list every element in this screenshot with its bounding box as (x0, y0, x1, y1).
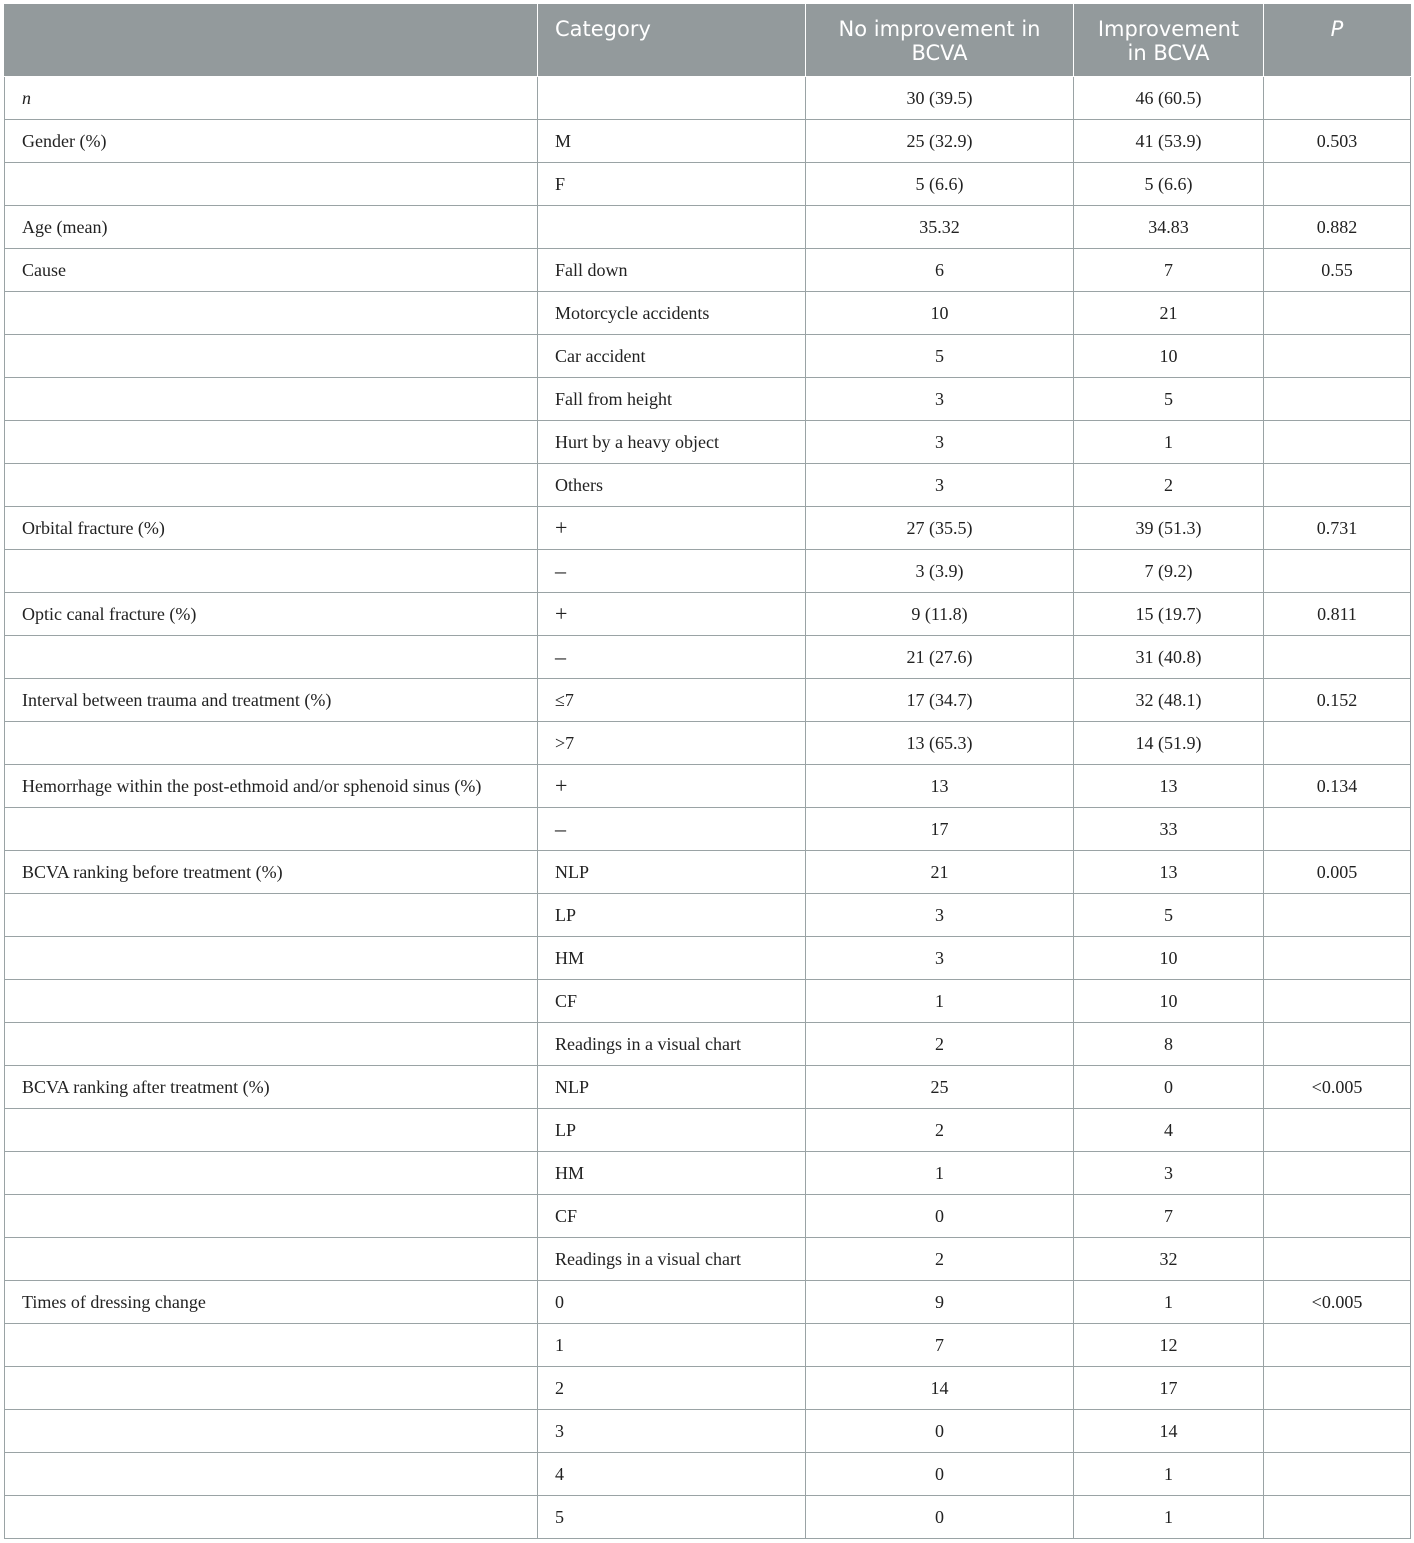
variable-cell (5, 1410, 538, 1453)
category-cell: – (538, 636, 806, 679)
p-value-cell: 0.731 (1264, 507, 1411, 550)
p-value-cell (1264, 77, 1411, 120)
table-row (5, 507, 1411, 550)
category-cell: LP (538, 894, 806, 937)
variable-cell: BCVA ranking before treatment (%) (5, 851, 538, 894)
p-value-cell (1264, 421, 1411, 464)
p-value-cell (1264, 163, 1411, 206)
improvement-cell: 15 (19.7) (1074, 593, 1264, 636)
table-row (5, 378, 1411, 421)
improvement-cell: 21 (1074, 292, 1264, 335)
p-value-cell: 0.005 (1264, 851, 1411, 894)
variable-cell (5, 163, 538, 206)
p-value-cell (1264, 464, 1411, 507)
p-value-cell: 0.811 (1264, 593, 1411, 636)
improvement-cell: 5 (1074, 378, 1264, 421)
p-value-cell (1264, 1496, 1411, 1539)
category-cell: + (538, 765, 806, 808)
improvement-cell: 4 (1074, 1109, 1264, 1152)
table-row (5, 1496, 1411, 1539)
table-row (5, 1410, 1411, 1453)
variable-cell (5, 1109, 538, 1152)
variable-cell (5, 1023, 538, 1066)
variable-cell (5, 722, 538, 765)
variable-cell (5, 464, 538, 507)
category-cell: F (538, 163, 806, 206)
table-row (5, 722, 1411, 765)
no-improvement-cell: 30 (39.5) (806, 77, 1074, 120)
no-improvement-cell: 0 (806, 1195, 1074, 1238)
improvement-cell: 14 (1074, 1410, 1264, 1453)
no-improvement-cell: 5 (806, 335, 1074, 378)
p-value-cell: 0.152 (1264, 679, 1411, 722)
variable-cell (5, 808, 538, 851)
table-row (5, 980, 1411, 1023)
improvement-cell: 5 (1074, 894, 1264, 937)
variable-cell: Age (mean) (5, 206, 538, 249)
no-improvement-cell: 2 (806, 1238, 1074, 1281)
variable-cell: BCVA ranking after treatment (%) (5, 1066, 538, 1109)
table-row (5, 1281, 1411, 1324)
category-cell: CF (538, 1195, 806, 1238)
category-cell: 2 (538, 1367, 806, 1410)
variable-cell (5, 980, 538, 1023)
no-improvement-cell: 0 (806, 1496, 1074, 1539)
variable-cell (5, 1324, 538, 1367)
no-improvement-cell: 2 (806, 1109, 1074, 1152)
table-row (5, 1195, 1411, 1238)
table-row (5, 550, 1411, 593)
p-value-cell (1264, 894, 1411, 937)
table-row (5, 636, 1411, 679)
category-cell: 0 (538, 1281, 806, 1324)
table-row (5, 1367, 1411, 1410)
category-cell: 5 (538, 1496, 806, 1539)
table-row (5, 1066, 1411, 1109)
p-value-cell (1264, 1324, 1411, 1367)
table-row (5, 163, 1411, 206)
p-value-cell (1264, 335, 1411, 378)
category-cell: LP (538, 1109, 806, 1152)
variable-cell (5, 421, 538, 464)
p-value-cell (1264, 937, 1411, 980)
p-value-cell: 0.55 (1264, 249, 1411, 292)
table-row (5, 765, 1411, 808)
p-value-cell (1264, 1238, 1411, 1281)
no-improvement-cell: 3 (806, 937, 1074, 980)
category-cell: HM (538, 937, 806, 980)
p-value-cell: <0.005 (1264, 1066, 1411, 1109)
improvement-cell: 8 (1074, 1023, 1264, 1066)
p-value-cell: 0.503 (1264, 120, 1411, 163)
improvement-cell: 3 (1074, 1152, 1264, 1195)
category-cell (538, 206, 806, 249)
no-improvement-cell: 13 (806, 765, 1074, 808)
variable-cell: Hemorrhage within the post-ethmoid and/or sphenoid sinus (%) (5, 765, 538, 808)
table-row (5, 464, 1411, 507)
data-table-container (4, 4, 1410, 1539)
table-row (5, 1109, 1411, 1152)
improvement-cell: 13 (1074, 851, 1264, 894)
category-cell: – (538, 550, 806, 593)
category-cell: + (538, 593, 806, 636)
header-no-improvement: No improvement in BCVA (806, 5, 1074, 77)
no-improvement-cell: 3 (3.9) (806, 550, 1074, 593)
no-improvement-cell: 6 (806, 249, 1074, 292)
improvement-cell: 1 (1074, 1453, 1264, 1496)
p-value-cell (1264, 808, 1411, 851)
data-table (4, 4, 1411, 1539)
table-row (5, 1453, 1411, 1496)
table-row (5, 1324, 1411, 1367)
improvement-cell: 1 (1074, 1496, 1264, 1539)
p-value-cell (1264, 378, 1411, 421)
table-row (5, 851, 1411, 894)
table-row (5, 1238, 1411, 1281)
improvement-cell: 7 (9.2) (1074, 550, 1264, 593)
category-cell: Fall from height (538, 378, 806, 421)
variable-cell: Orbital fracture (%) (5, 507, 538, 550)
category-cell: M (538, 120, 806, 163)
category-cell: HM (538, 1152, 806, 1195)
no-improvement-cell: 1 (806, 980, 1074, 1023)
improvement-cell: 41 (53.9) (1074, 120, 1264, 163)
category-cell (538, 77, 806, 120)
p-value-cell (1264, 722, 1411, 765)
table-row (5, 593, 1411, 636)
no-improvement-cell: 3 (806, 378, 1074, 421)
improvement-cell: 1 (1074, 1281, 1264, 1324)
category-cell: 3 (538, 1410, 806, 1453)
category-cell: 1 (538, 1324, 806, 1367)
category-cell: Hurt by a heavy object (538, 421, 806, 464)
category-cell: Readings in a visual chart (538, 1238, 806, 1281)
variable-cell (5, 1367, 538, 1410)
table-row (5, 335, 1411, 378)
improvement-cell: 39 (51.3) (1074, 507, 1264, 550)
p-value-cell (1264, 636, 1411, 679)
improvement-cell: 14 (51.9) (1074, 722, 1264, 765)
p-value-cell (1264, 1453, 1411, 1496)
variable-cell (5, 550, 538, 593)
improvement-cell: 1 (1074, 421, 1264, 464)
variable-cell (5, 1152, 538, 1195)
header-category: Category (538, 5, 806, 77)
category-cell: CF (538, 980, 806, 1023)
category-cell: Fall down (538, 249, 806, 292)
improvement-cell: 10 (1074, 335, 1264, 378)
table-row (5, 1023, 1411, 1066)
improvement-cell: 2 (1074, 464, 1264, 507)
category-cell: NLP (538, 1066, 806, 1109)
variable-cell (5, 1195, 538, 1238)
p-value-cell (1264, 550, 1411, 593)
improvement-cell: 33 (1074, 808, 1264, 851)
no-improvement-cell: 21 (806, 851, 1074, 894)
no-improvement-cell: 3 (806, 894, 1074, 937)
no-improvement-cell: 0 (806, 1410, 1074, 1453)
no-improvement-cell: 2 (806, 1023, 1074, 1066)
no-improvement-cell: 5 (6.6) (806, 163, 1074, 206)
header-variable (5, 5, 538, 77)
variable-cell (5, 335, 538, 378)
table-body (5, 77, 1411, 1539)
no-improvement-cell: 3 (806, 421, 1074, 464)
variable-cell: Optic canal fracture (%) (5, 593, 538, 636)
table-row (5, 249, 1411, 292)
no-improvement-cell: 14 (806, 1367, 1074, 1410)
category-cell: Motorcycle accidents (538, 292, 806, 335)
p-value-cell (1264, 292, 1411, 335)
p-value-cell: <0.005 (1264, 1281, 1411, 1324)
p-value-cell (1264, 1195, 1411, 1238)
category-cell: Others (538, 464, 806, 507)
category-cell: Readings in a visual chart (538, 1023, 806, 1066)
improvement-cell: 32 (1074, 1238, 1264, 1281)
no-improvement-cell: 9 (11.8) (806, 593, 1074, 636)
no-improvement-cell: 0 (806, 1453, 1074, 1496)
category-cell: – (538, 808, 806, 851)
improvement-cell: 32 (48.1) (1074, 679, 1264, 722)
no-improvement-cell: 3 (806, 464, 1074, 507)
p-value-cell (1264, 1109, 1411, 1152)
category-cell: + (538, 507, 806, 550)
p-value-cell: 0.134 (1264, 765, 1411, 808)
variable-cell (5, 1496, 538, 1539)
no-improvement-cell: 9 (806, 1281, 1074, 1324)
table-row (5, 206, 1411, 249)
variable-cell (5, 636, 538, 679)
variable-cell: Interval between trauma and treatment (%) (5, 679, 538, 722)
improvement-cell: 31 (40.8) (1074, 636, 1264, 679)
category-cell: Car accident (538, 335, 806, 378)
category-cell: >7 (538, 722, 806, 765)
table-header (5, 5, 1411, 77)
variable-cell (5, 1453, 538, 1496)
improvement-cell: 10 (1074, 980, 1264, 1023)
no-improvement-cell: 10 (806, 292, 1074, 335)
variable-cell (5, 378, 538, 421)
improvement-cell: 17 (1074, 1367, 1264, 1410)
improvement-cell: 46 (60.5) (1074, 77, 1264, 120)
no-improvement-cell: 21 (27.6) (806, 636, 1074, 679)
improvement-cell: 7 (1074, 1195, 1264, 1238)
variable-cell: Cause (5, 249, 538, 292)
variable-cell (5, 894, 538, 937)
improvement-cell: 12 (1074, 1324, 1264, 1367)
p-value-cell: 0.882 (1264, 206, 1411, 249)
improvement-cell: 5 (6.6) (1074, 163, 1264, 206)
no-improvement-cell: 27 (35.5) (806, 507, 1074, 550)
variable-cell (5, 937, 538, 980)
variable-cell: n (5, 77, 538, 120)
no-improvement-cell: 1 (806, 1152, 1074, 1195)
no-improvement-cell: 17 (806, 808, 1074, 851)
p-value-cell (1264, 1367, 1411, 1410)
header-improvement: Improvement in BCVA (1074, 5, 1264, 77)
improvement-cell: 7 (1074, 249, 1264, 292)
category-cell: 4 (538, 1453, 806, 1496)
table-row (5, 421, 1411, 464)
table-row (5, 894, 1411, 937)
improvement-cell: 10 (1074, 937, 1264, 980)
category-cell: NLP (538, 851, 806, 894)
no-improvement-cell: 25 (806, 1066, 1074, 1109)
table-row (5, 77, 1411, 120)
no-improvement-cell: 35.32 (806, 206, 1074, 249)
table-row (5, 1152, 1411, 1195)
p-value-cell (1264, 1410, 1411, 1453)
improvement-cell: 0 (1074, 1066, 1264, 1109)
p-value-cell (1264, 980, 1411, 1023)
header-p-value: P (1264, 5, 1411, 77)
no-improvement-cell: 25 (32.9) (806, 120, 1074, 163)
variable-cell (5, 1238, 538, 1281)
header-row (5, 5, 1411, 77)
variable-cell (5, 292, 538, 335)
improvement-cell: 34.83 (1074, 206, 1264, 249)
table-row (5, 679, 1411, 722)
variable-cell: Times of dressing change (5, 1281, 538, 1324)
p-value-cell (1264, 1023, 1411, 1066)
variable-cell: Gender (%) (5, 120, 538, 163)
p-value-cell (1264, 1152, 1411, 1195)
table-row (5, 120, 1411, 163)
no-improvement-cell: 17 (34.7) (806, 679, 1074, 722)
no-improvement-cell: 13 (65.3) (806, 722, 1074, 765)
table-row (5, 292, 1411, 335)
table-row (5, 808, 1411, 851)
improvement-cell: 13 (1074, 765, 1264, 808)
table-row (5, 937, 1411, 980)
category-cell: ≤7 (538, 679, 806, 722)
no-improvement-cell: 7 (806, 1324, 1074, 1367)
